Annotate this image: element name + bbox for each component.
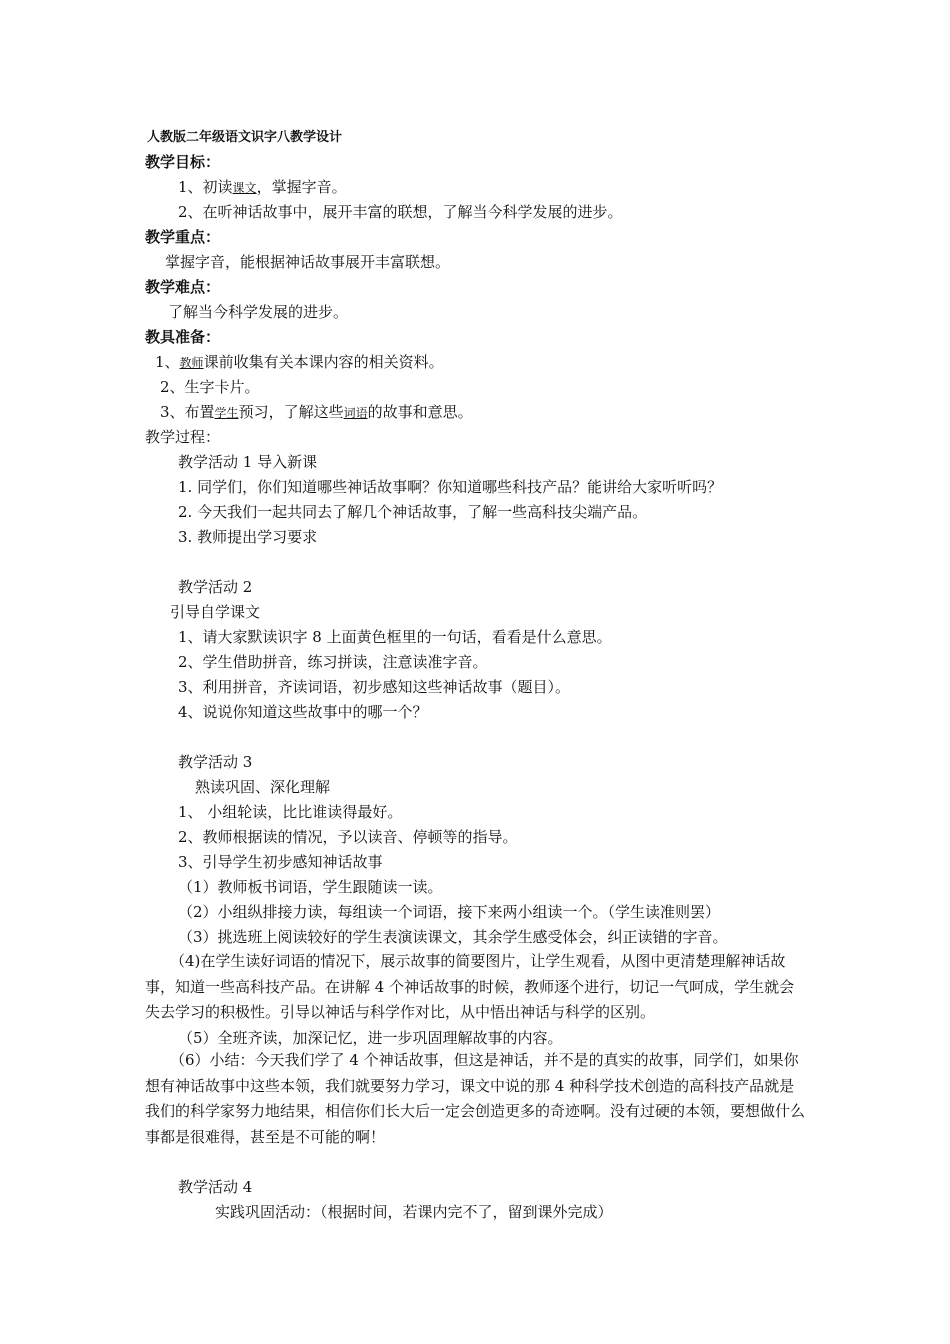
difficulty-heading: 教学难点：	[145, 278, 221, 296]
activity-4-subtitle: 实践巩固活动：（根据时间，若课内完不了，留到课外完成）	[215, 1203, 613, 1221]
activity-2-item-3: 3、利用拼音，齐读词语，初步感知这些神话故事（题目）。	[178, 678, 571, 696]
activity-3-item-2: 2、教师根据读的情况，予以读音、停顿等的指导。	[178, 828, 518, 846]
prep-1	[155, 352, 444, 373]
prep-heading: 教具准备：	[145, 328, 221, 346]
activity-3-item-1: 1、 小组轮读，比比谁读得最好。	[178, 803, 403, 821]
prep-1-link[interactable]: 教师	[179, 356, 204, 370]
activity-2-title: 教学活动 2	[178, 578, 253, 596]
activity-3-title: 教学活动 3	[178, 753, 253, 771]
activity-3-sub-3: （3）挑选班上阅读较好的学生表演读课文，其余学生感受体会，纠正读错的字音。	[178, 928, 728, 946]
prep-3-link-student[interactable]: 学生	[214, 406, 239, 420]
activity-3-sub-4: （4)在学生读好词语的情况下，展示故事的简要图片，让学生观看，从图中更清楚理解神话故事，知道一些高科技产品。在讲解 4 个神话故事的时候，教师逐个进行，切记一气呵成，学生就会失去学习的积极性。引导以神话与科学作对比，从中悟出神话与科学的区别。	[145, 952, 795, 1021]
activity-3-sub-5: （5）全班齐读，加深记忆，进一步巩固理解故事的内容。	[178, 1029, 563, 1047]
goal-1-text-a: 1、初读	[178, 178, 233, 196]
activity-2-item-4: 4、说说你知道这些故事中的哪一个？	[178, 703, 428, 721]
activity-3-item-3: 3、引导学生初步感知神话故事	[178, 853, 383, 871]
document-title: 人教版二年级语文识字八教学设计	[147, 130, 343, 145]
activity-3-subtitle: 熟读巩固、深化理解	[195, 778, 331, 796]
difficulty-text: 了解当今科学发展的进步。	[168, 303, 349, 321]
goal-1-link[interactable]: 课文	[232, 181, 257, 195]
prep-3-link-words[interactable]: 词语	[343, 406, 368, 420]
activity-2-subtitle: 引导自学课文	[170, 603, 261, 621]
activity-1-item-1: 1. 同学们，你们知道哪些神话故事啊？你知道哪些科技产品？能讲给大家听听吗？	[178, 478, 723, 496]
goal-1	[178, 177, 347, 198]
prep-3	[160, 402, 473, 423]
prep-1-num: 1、	[155, 353, 180, 371]
key-heading: 教学重点：	[145, 228, 221, 246]
key-text: 掌握字音，能根据神话故事展开丰富联想。	[165, 253, 451, 271]
activity-2-item-1: 1、请大家默读识字 8 上面黄色框里的一句话，看看是什么意思。	[178, 628, 612, 646]
process-heading: 教学过程：	[145, 428, 221, 446]
prep-3-text-c: 的故事和意思。	[367, 403, 473, 421]
prep-3-text-a: 3、布置	[160, 403, 215, 421]
activity-4-title: 教学活动 4	[178, 1178, 253, 1196]
prep-1-text: 课前收集有关本课内容的相关资料。	[203, 353, 444, 371]
prep-3-text-b: 预习，了解这些	[238, 403, 344, 421]
goal-1-text-b: ，掌握字音。	[256, 178, 347, 196]
activity-1-item-3: 3. 教师提出学习要求	[178, 528, 318, 546]
activity-3-sub-6: （6）小结：今天我们学了 4 个神话故事，但这是神话，并不是的真实的故事，同学们，如果你想有神话故事中这些本领，我们就要努力学习，课文中说的那 4 种科学技术创造的高科技产品就是我们的科学家努力地结果，相信你们长大后一定会创造更多的奇迹啊。没有过硬的本领，要想做什么事都是很难得，甚至是不可能的啊！	[145, 1051, 806, 1146]
prep-2: 2、生字卡片。	[160, 378, 260, 396]
activity-1-title: 教学活动 1 导入新课	[178, 453, 318, 471]
activity-2-item-2: 2、学生借助拼音，练习拼读，注意读准字音。	[178, 653, 488, 671]
goals-heading: 教学目标：	[145, 153, 221, 171]
activity-1-item-2: 2. 今天我们一起共同去了解几个神话故事，了解一些高科技尖端产品。	[178, 503, 648, 521]
activity-3-sub-2: （2）小组纵排接力读，每组读一个词语，接下来两小组读一个。（学生读准则罢）	[178, 903, 721, 921]
activity-3-sub-1: （1）教师板书词语，学生跟随读一读。	[178, 878, 443, 896]
goal-2: 2、在听神话故事中，展开丰富的联想，了解当今科学发展的进步。	[178, 203, 623, 221]
